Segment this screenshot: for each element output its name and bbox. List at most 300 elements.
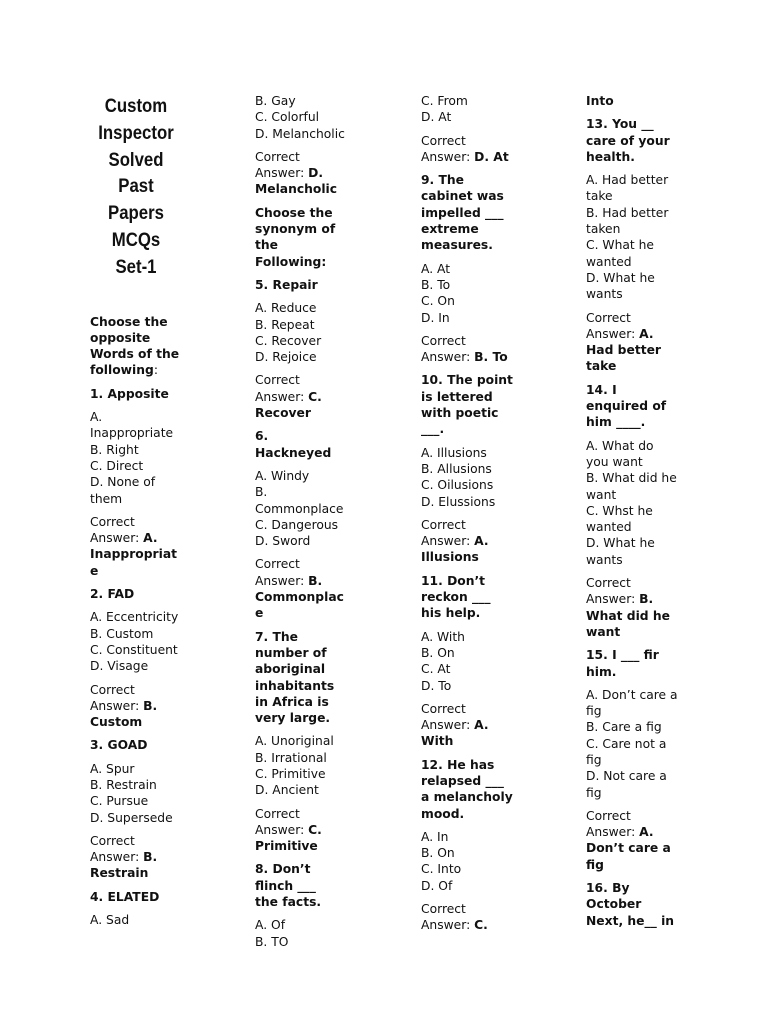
column-4 xyxy=(586,93,678,929)
spacer xyxy=(586,640,678,647)
column-3 xyxy=(421,93,513,934)
text-line: Inappropriat xyxy=(90,547,178,562)
text-line: 9. The xyxy=(421,173,464,188)
correct-answer xyxy=(255,806,347,855)
spacer xyxy=(255,421,347,428)
text-line: C. Whst he xyxy=(586,503,653,518)
spacer xyxy=(421,510,513,517)
text-line: 7. The xyxy=(255,629,298,644)
text-line: D. What he xyxy=(586,536,655,551)
spacer xyxy=(421,438,513,445)
text-line: B. xyxy=(255,485,268,500)
text-line: taken xyxy=(586,222,621,237)
text-line: Correct xyxy=(421,701,466,716)
text-line: B. Irrational xyxy=(255,750,327,765)
spacer xyxy=(421,254,513,261)
correct-answer xyxy=(586,310,678,375)
answer-label: Answer: xyxy=(255,166,309,181)
spacer xyxy=(421,566,513,573)
spacer xyxy=(586,165,678,172)
text-line xyxy=(586,824,678,840)
text-line: A. Reduce xyxy=(255,301,317,316)
correct-answer xyxy=(421,701,513,750)
correct-answer xyxy=(586,808,678,873)
text-line: A. Of xyxy=(255,918,286,933)
text-line: What did he xyxy=(586,608,670,623)
text-line: 11. Don’t xyxy=(421,573,486,588)
spacer xyxy=(255,142,347,149)
correct-answer xyxy=(421,901,513,934)
answer-value: D. At xyxy=(474,149,509,164)
text-line: 4. ELATED xyxy=(90,889,160,904)
correct-answer xyxy=(255,556,347,621)
answer-label: Answer: xyxy=(421,149,475,164)
spacer xyxy=(255,910,347,917)
correct-answer xyxy=(90,514,182,579)
answer-label: Answer: xyxy=(255,573,309,588)
spacer xyxy=(421,126,513,133)
spacer xyxy=(421,326,513,333)
page-title xyxy=(86,93,186,281)
answer-label: Answer: xyxy=(586,592,640,607)
text-line: D. Supersede xyxy=(90,810,173,825)
spacer xyxy=(421,822,513,829)
answer-value: C. xyxy=(474,918,488,933)
text-line xyxy=(90,530,182,546)
answer-label: Answer: xyxy=(421,918,475,933)
text-line: Don’t care a xyxy=(586,841,671,856)
text-line: A. With xyxy=(421,629,465,644)
answer-value: B. To xyxy=(474,350,508,365)
text-line: Commonplace xyxy=(255,501,344,516)
text-line: A. What do xyxy=(586,438,654,453)
text-line: 15. I ___ fir xyxy=(586,648,659,663)
text-line: Into xyxy=(586,94,614,108)
spacer xyxy=(421,694,513,701)
question xyxy=(255,629,347,727)
spacer xyxy=(421,894,513,901)
text-line xyxy=(421,917,513,933)
spacer xyxy=(90,579,182,586)
correct-answer xyxy=(255,149,347,198)
text-line: A. Sad xyxy=(90,913,130,928)
text-line: reckon ___ xyxy=(421,590,491,605)
text-line: synonym of xyxy=(255,222,336,237)
text-line: B. Repeat xyxy=(255,317,315,332)
answer-label: : xyxy=(153,363,158,378)
text-line: Correct xyxy=(421,902,466,917)
answer-value: B. xyxy=(639,592,654,607)
title-line: Papers xyxy=(108,202,164,225)
text-line: D. Visage xyxy=(90,659,149,674)
correct-answer xyxy=(586,575,678,640)
text-line: with poetic xyxy=(421,406,499,421)
answer-label: Answer: xyxy=(586,326,640,341)
correct-answer xyxy=(255,372,347,421)
text-line: October xyxy=(586,897,642,912)
options xyxy=(255,468,347,549)
section-heading xyxy=(586,93,678,109)
options xyxy=(255,300,347,365)
question xyxy=(90,889,182,905)
text-line: Commonplac xyxy=(255,590,344,605)
text-line xyxy=(421,349,513,365)
text-line: C. Constituent xyxy=(90,642,178,657)
spacer xyxy=(90,754,182,761)
text-line: B. Custom xyxy=(90,626,154,641)
options xyxy=(255,917,347,950)
question xyxy=(586,647,678,680)
text-line: want xyxy=(586,624,621,639)
spacer xyxy=(90,602,182,609)
text-line: C. At xyxy=(421,662,451,677)
text-line: Correct xyxy=(255,806,300,821)
text-line: D. What he xyxy=(586,270,655,285)
text-line: measures. xyxy=(421,238,493,253)
text-line: D. Melancholic xyxy=(255,126,345,141)
text-line: aboriginal xyxy=(255,662,326,677)
text-line: Choose the xyxy=(255,205,333,220)
answer-value: following xyxy=(90,363,154,378)
text-line: B. To xyxy=(421,277,451,292)
spacer xyxy=(586,431,678,438)
answer-value: B. xyxy=(143,698,158,713)
text-line: Correct xyxy=(255,149,300,164)
answer-label: Answer: xyxy=(421,350,475,365)
question xyxy=(586,382,678,431)
text-line: A. Windy xyxy=(255,468,310,483)
text-line: Correct xyxy=(586,808,631,823)
text-line: B. On xyxy=(421,645,455,660)
answer-label: Answer: xyxy=(421,534,475,549)
options xyxy=(586,687,678,801)
text-line: Illusions xyxy=(421,550,479,565)
answer-value: A. xyxy=(639,825,654,840)
text-line: wanted xyxy=(586,520,632,535)
spacer xyxy=(586,568,678,575)
text-line xyxy=(421,149,513,165)
text-line: want xyxy=(586,487,617,502)
title-line: Past xyxy=(118,175,154,198)
spacer xyxy=(421,365,513,372)
text-line: fig xyxy=(586,704,602,719)
answer-label: Answer: xyxy=(586,825,640,840)
text-line: you want xyxy=(586,454,643,469)
text-line: Correct xyxy=(90,833,135,848)
text-line: Correct xyxy=(421,333,466,348)
answer-label: Answer: xyxy=(90,531,144,546)
text-line xyxy=(255,165,347,181)
text-line: C. From xyxy=(421,94,468,108)
text-line: B. TO xyxy=(255,934,289,949)
text-line: impelled ___ xyxy=(421,205,504,220)
spacer xyxy=(255,726,347,733)
title-line: Solved xyxy=(108,148,164,171)
answer-label: Answer: xyxy=(90,850,144,865)
text-line: Correct xyxy=(90,514,135,529)
text-line: the xyxy=(255,238,278,253)
column-1 xyxy=(90,93,182,928)
text-line: B. On xyxy=(421,846,455,861)
answer-label: Answer: xyxy=(421,718,475,733)
answer-value: D. xyxy=(308,166,324,181)
spacer xyxy=(90,905,182,912)
text-line: very large. xyxy=(255,711,331,726)
spacer xyxy=(255,799,347,806)
text-line: Correct xyxy=(255,373,300,388)
text-line: C. Direct xyxy=(90,458,144,473)
text-line: A. Eccentricity xyxy=(90,610,179,625)
text-line: the facts. xyxy=(255,895,322,910)
question xyxy=(421,172,513,253)
text-line: Correct xyxy=(586,576,631,591)
text-line: D. Sword xyxy=(255,534,311,549)
text-line: C. Care not a xyxy=(586,736,667,751)
options xyxy=(421,261,513,326)
answer-value: A. xyxy=(474,718,489,733)
options xyxy=(586,438,678,568)
text-line: e xyxy=(90,563,99,578)
text-line xyxy=(421,717,513,733)
text-line: B. What did he xyxy=(586,471,677,486)
text-line: A. Don’t care a xyxy=(586,687,678,702)
text-line: C. Into xyxy=(421,862,462,877)
correct-answer xyxy=(90,682,182,731)
text-line: mood. xyxy=(421,806,465,821)
text-line: fig xyxy=(586,857,604,872)
text-line: Restrain xyxy=(90,866,149,881)
spacer xyxy=(586,873,678,880)
options xyxy=(255,93,347,142)
question xyxy=(90,586,182,602)
text-line: D. None of xyxy=(90,475,156,490)
answer-value: A. xyxy=(639,326,654,341)
text-line: is lettered xyxy=(421,389,493,404)
text-line: Words of the xyxy=(90,347,180,362)
text-line: a melancholy xyxy=(421,790,513,805)
text-line: B. Had better xyxy=(586,205,669,220)
text-line: Correct xyxy=(90,682,135,697)
text-line: 3. GOAD xyxy=(90,738,148,753)
text-line: Correct xyxy=(586,310,631,325)
question xyxy=(586,880,678,929)
question xyxy=(90,386,182,402)
text-line: A. xyxy=(90,410,103,425)
text-line: B. Right xyxy=(90,442,139,457)
text-line: Next, he__ in xyxy=(586,913,675,928)
text-line: D. Ancient xyxy=(255,783,319,798)
question xyxy=(90,737,182,753)
text-line: C. Colorful xyxy=(255,110,320,125)
options xyxy=(90,409,182,507)
answer-label: Answer: xyxy=(90,698,144,713)
text-line: 1. Apposite xyxy=(90,386,169,401)
text-line: Correct xyxy=(421,517,466,532)
text-line: C. Dangerous xyxy=(255,517,339,532)
answer-value: C. xyxy=(308,822,322,837)
text-line: C. On xyxy=(421,294,455,309)
text-line: A. Illusions xyxy=(421,445,487,460)
options xyxy=(90,761,182,826)
text-line: C. What he xyxy=(586,238,654,253)
text-line: flinch ___ xyxy=(255,878,316,893)
text-line: his help. xyxy=(421,606,481,621)
text-line: B. Restrain xyxy=(90,778,157,792)
text-line: wants xyxy=(586,552,623,567)
text-line: B. Care a fig xyxy=(586,720,662,735)
text-line: 10. The point xyxy=(421,373,513,388)
text-line: D. To xyxy=(421,678,452,693)
text-line: D. At xyxy=(421,110,452,125)
question xyxy=(421,573,513,622)
answer-value: A. xyxy=(143,531,158,546)
spacer xyxy=(255,270,347,277)
answer-label: Answer: xyxy=(255,822,309,837)
text-line xyxy=(90,698,182,714)
text-line: him ____. xyxy=(586,415,646,430)
options xyxy=(421,629,513,694)
text-line: C. Oilusions xyxy=(421,478,494,493)
title-line: MCQs xyxy=(111,228,161,251)
text-line: D. In xyxy=(421,310,450,325)
spacer xyxy=(255,293,347,300)
text-line: relapsed ___ xyxy=(421,773,504,788)
text-line: Recover xyxy=(255,406,311,421)
text-line: With xyxy=(421,734,454,749)
text-line: C. Primitive xyxy=(255,766,326,781)
correct-answer xyxy=(421,133,513,166)
text-line: 16. By xyxy=(586,881,630,896)
text-line: 8. Don’t xyxy=(255,862,311,877)
text-line: 12. He has xyxy=(421,757,495,772)
text-line: Inappropriate xyxy=(90,426,174,441)
column-2 xyxy=(255,93,347,950)
correct-answer xyxy=(421,517,513,566)
spacer xyxy=(586,680,678,687)
spacer xyxy=(586,375,678,382)
answer-value: B. xyxy=(143,850,158,865)
title-line: Inspector xyxy=(98,121,174,144)
text-line xyxy=(586,591,678,607)
text-line: in Africa is xyxy=(255,694,329,709)
text-line xyxy=(421,533,513,549)
text-line: C. Recover xyxy=(255,333,322,348)
text-line: D. Rejoice xyxy=(255,350,317,365)
text-line: D. Not care a xyxy=(586,769,667,784)
text-line: D. Of xyxy=(421,878,453,893)
text-line: wants xyxy=(586,287,623,302)
spacer xyxy=(90,402,182,409)
question xyxy=(255,277,347,293)
question xyxy=(421,372,513,437)
text-line: Melancholic xyxy=(255,182,338,197)
section-heading xyxy=(255,205,347,270)
text-line: extreme xyxy=(421,222,479,237)
text-line: A. At xyxy=(421,261,451,276)
spacer xyxy=(90,507,182,514)
question xyxy=(421,757,513,822)
text-line: health. xyxy=(586,149,635,164)
question xyxy=(586,116,678,165)
spacer xyxy=(90,379,182,386)
answer-value: A. xyxy=(474,534,489,549)
spacer xyxy=(90,675,182,682)
title-line: Set-1 xyxy=(115,255,157,278)
text-line: fig xyxy=(586,752,602,767)
text-line: take xyxy=(586,359,617,374)
question xyxy=(255,861,347,910)
text-line: take xyxy=(586,189,613,204)
options xyxy=(586,172,678,302)
text-line: them xyxy=(90,491,123,506)
options xyxy=(421,93,513,126)
section-heading xyxy=(90,314,182,379)
text-line: A. Had better xyxy=(586,173,669,188)
text-line: enquired of xyxy=(586,399,667,414)
spacer xyxy=(90,281,182,314)
spacer xyxy=(255,622,347,629)
text-line: Had better xyxy=(586,343,661,358)
text-line xyxy=(255,822,347,838)
text-line xyxy=(586,326,678,342)
spacer xyxy=(421,622,513,629)
title-line: Custom xyxy=(104,95,168,117)
text-line: Correct xyxy=(421,133,466,148)
text-line: C. Pursue xyxy=(90,794,149,809)
correct-answer xyxy=(90,833,182,882)
text-line: care of your xyxy=(586,133,670,148)
options xyxy=(90,912,182,928)
text-line: B. Gay xyxy=(255,94,296,108)
spacer xyxy=(90,882,182,889)
options xyxy=(421,829,513,894)
text-line: Choose the xyxy=(90,314,168,329)
text-line: cabinet was xyxy=(421,189,504,204)
text-line xyxy=(255,573,347,589)
options xyxy=(255,733,347,798)
answer-value: C. xyxy=(308,389,322,404)
text-line: 2. FAD xyxy=(90,587,135,602)
text-line: 5. Repair xyxy=(255,277,318,292)
spacer xyxy=(586,303,678,310)
answer-value: B. xyxy=(308,573,323,588)
spacer xyxy=(255,365,347,372)
text-line: D. Elussions xyxy=(421,494,496,509)
text-line: A. In xyxy=(421,829,449,844)
answer-label: Answer: xyxy=(255,389,309,404)
text-line: 13. You __ xyxy=(586,117,654,132)
text-line: Correct xyxy=(255,557,300,572)
text-line: Following: xyxy=(255,254,327,269)
text-line xyxy=(90,849,182,865)
text-line: A. Unoriginal xyxy=(255,734,334,749)
text-line: wanted xyxy=(586,254,632,269)
spacer xyxy=(90,826,182,833)
spacer xyxy=(255,198,347,205)
spacer xyxy=(421,165,513,172)
spacer xyxy=(255,854,347,861)
spacer xyxy=(586,109,678,116)
text-line: Primitive xyxy=(255,839,318,854)
text-line: e xyxy=(255,606,264,621)
text-line: 14. I xyxy=(586,382,617,397)
question xyxy=(255,428,347,461)
text-line: fig xyxy=(586,785,602,800)
spacer xyxy=(90,730,182,737)
text-line xyxy=(255,389,347,405)
options xyxy=(90,609,182,674)
text-line: 6. Hackneyed xyxy=(255,429,332,460)
